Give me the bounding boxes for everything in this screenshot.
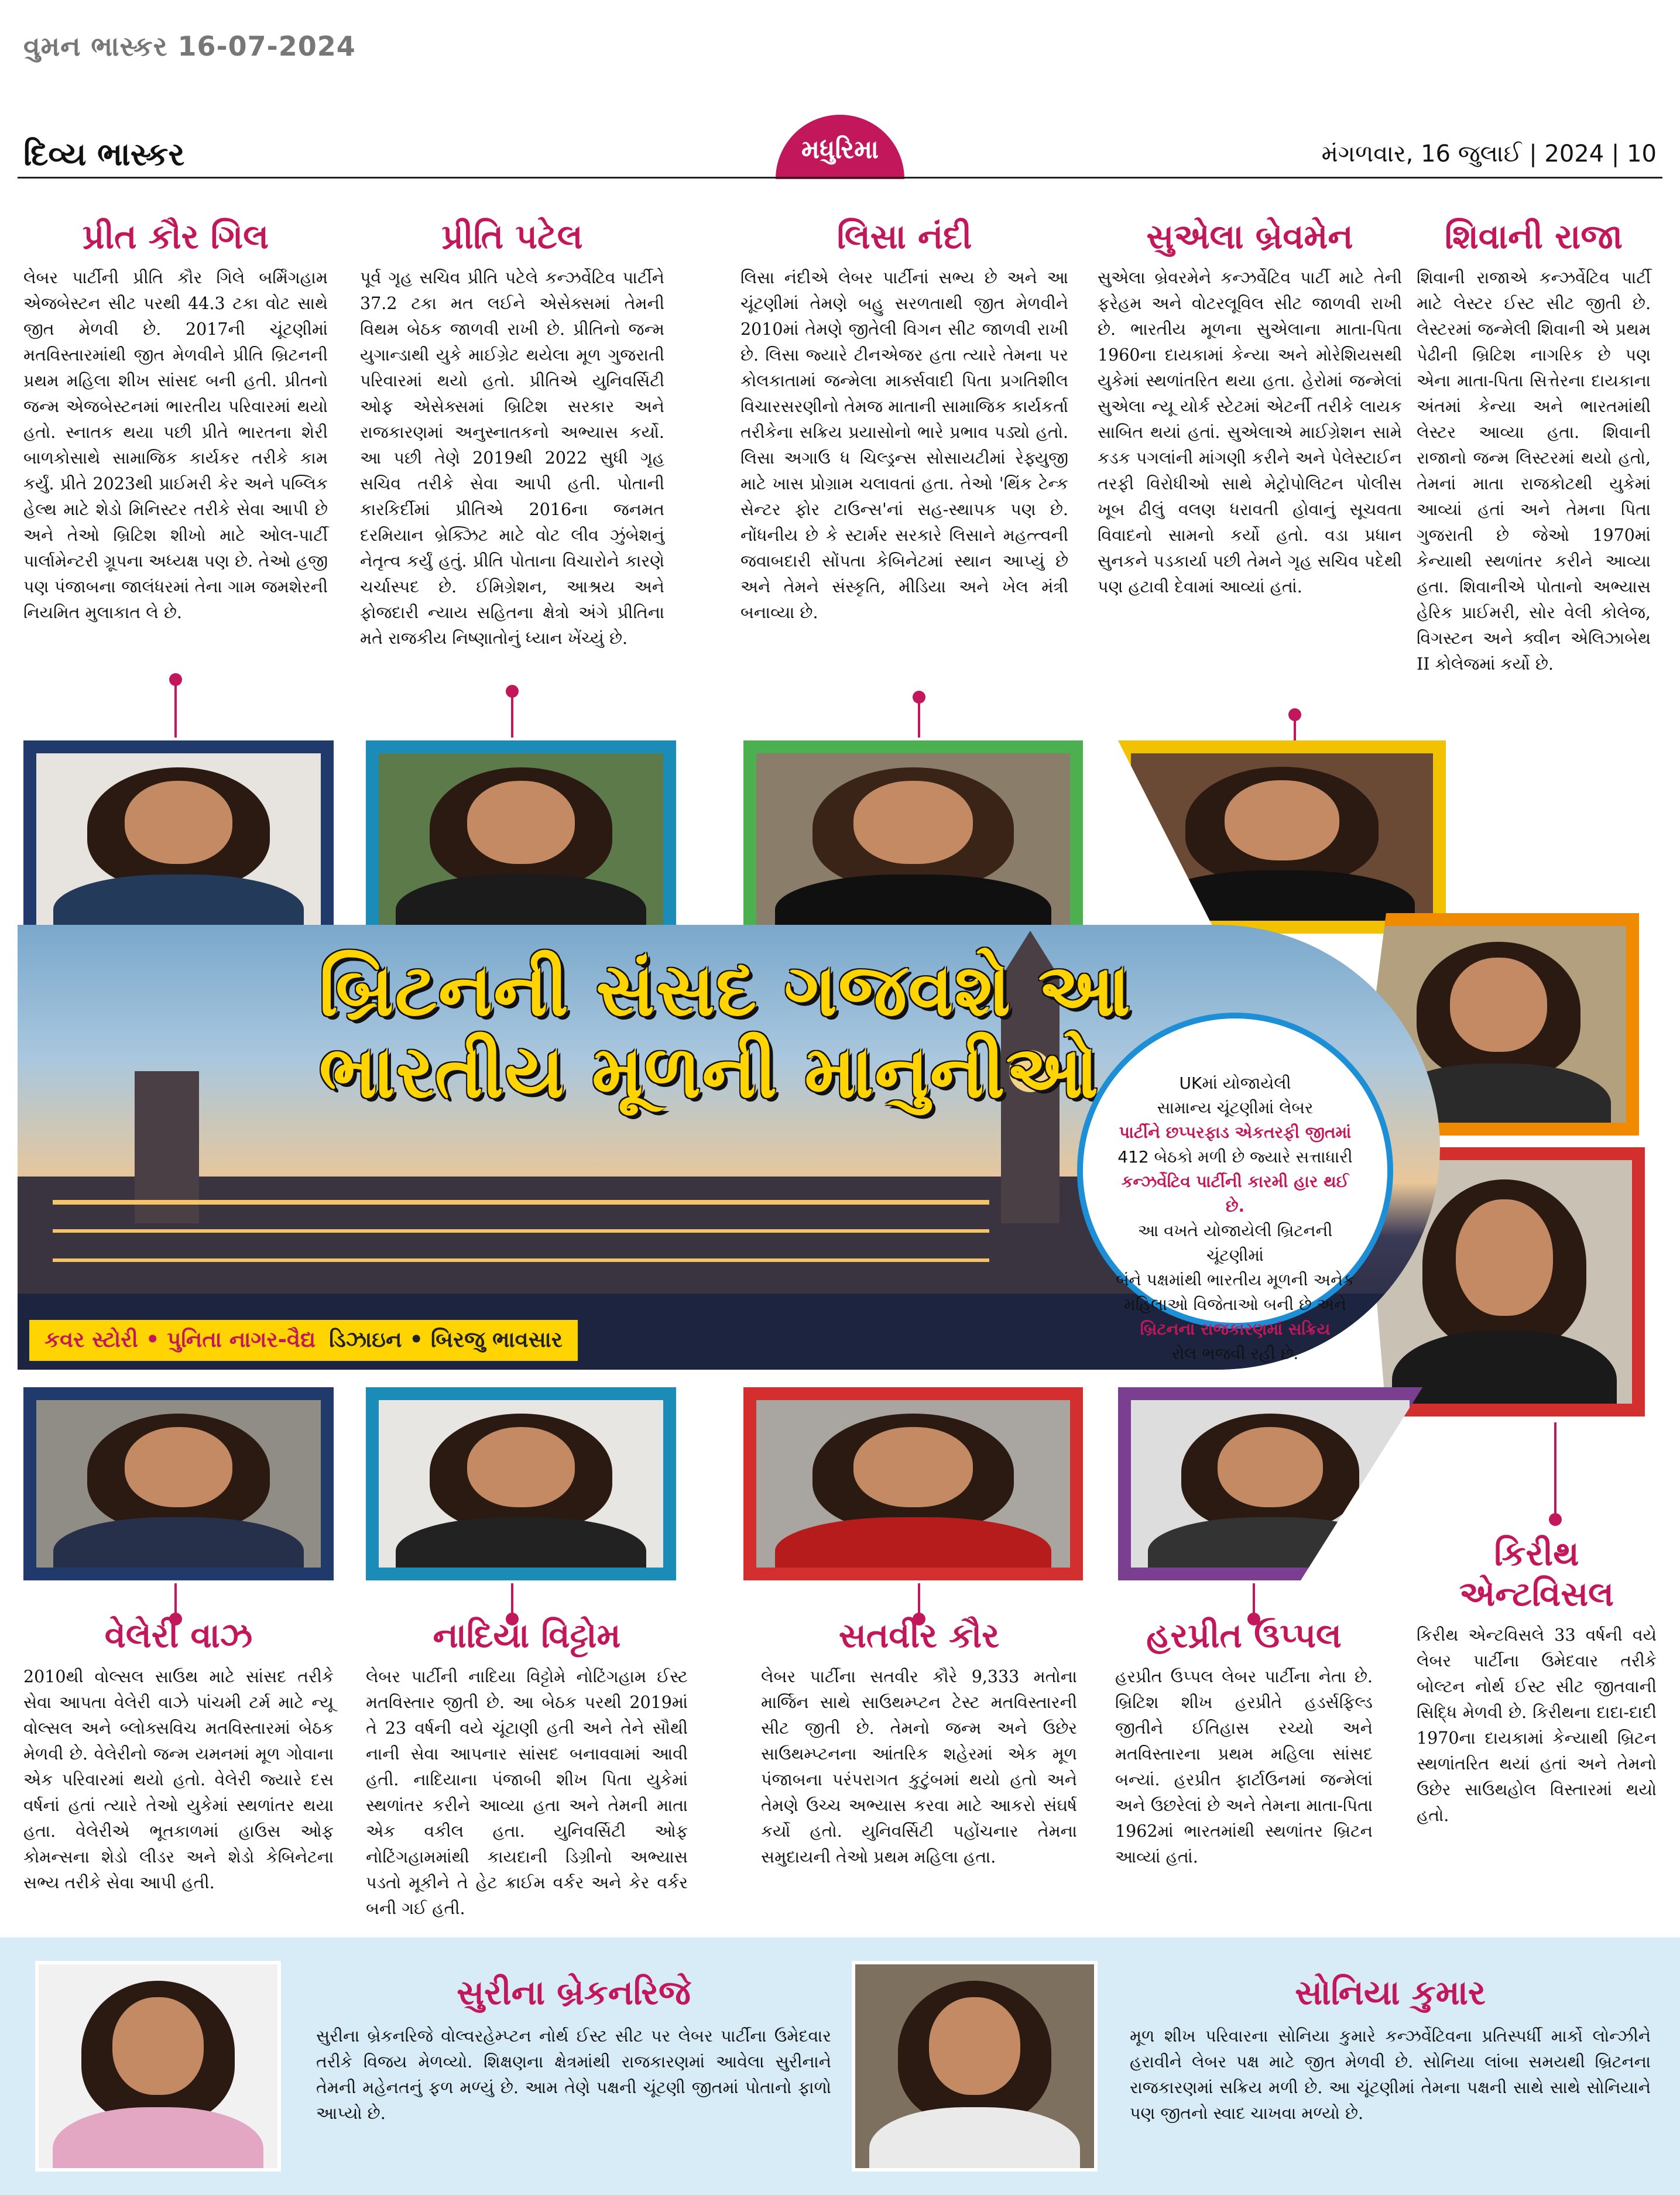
callout-line: 412 બેઠકો મળી છે જ્યારે સત્તાધારી (1117, 1147, 1353, 1167)
credit-author: કવર સ્ટોરી • પુનિતા નાગર-વૈદ્ય (44, 1327, 316, 1352)
banner-title-line1: બ્રિટનની સંસદ ગજવશે આ (319, 948, 1132, 1033)
photo-suella-braverman (1118, 740, 1446, 934)
profile-satvir-kaur (761, 1616, 1077, 1870)
profile-name-line2: એન્ટવિસલ (1459, 1574, 1614, 1614)
profile-text: કિરીથ એન્ટવિસલે 33 વર્ષની વયે લેબર પાર્ટીના ઉમેદવાર તરીકે બોલ્ટન નોર્થ ઈસ્ટ સીટ જીતવાની સિદ્ધિ મેળવી છે. કિરીથના દાદા-દાદી 1970ના દાયકામાં કેન્યાથી બ્રિટન સ્થળાંતરિત થયાં હતાં અને તેમનો ઉછેર સાઉથહોલ વિસ્તારમાં થયો હતો. (1417, 1625, 1657, 1825)
connector-dot (506, 685, 519, 698)
profile-priti-patel (360, 217, 664, 651)
edition-label: વુમન ભાસ્કર 16-07-2024 (23, 30, 356, 62)
callout-line: કન્ઝર્વેટિવ પાર્ટીની કારમી હાર થઈ છે. (1121, 1172, 1349, 1216)
profile-text: મૂળ શીખ પરિવારના સોનિયા કુમારે કન્ઝર્વેટિવના પ્રતિસ્પર્ધી માર્કો લોન્ઝીને હરાવીને લેબર પક્ષ માટે જીત મેળવી છે. સોનિયા લાંબા સમયથી બ્રિટનના રાજકારણમાં સક્રિય મળી છે. આ ચૂંટણીમાં તેમના પક્ષની સાથે સાથે સોનિયાને પણ જીતનો સ્વાદ ચાખવા મળ્યો છે. (1130, 2026, 1651, 2123)
profile-suella-braverman (1098, 217, 1402, 600)
profile-nadia-whittome (366, 1616, 688, 1922)
photo-valerie-vaz (23, 1387, 334, 1580)
profile-lisa-nandy (740, 217, 1068, 626)
connector-line (174, 679, 177, 738)
profile-sonia-kumar (1130, 1973, 1651, 2127)
newspaper-masthead: દિવ્ય ભાસ્કર (23, 136, 185, 173)
connector-dot (913, 691, 925, 704)
section-logo: મધુરિમા (776, 115, 904, 179)
profile-text: પૂર્વ ગૃહ સચિવ પ્રીતિ પટેલે કન્ઝર્વેટિવ પાર્ટીને 37.2 ટકા મત લઈને એસેક્સમાં તેમની વિથમ બેઠક જાળવી રાખી છે. પ્રીતિનો જન્મ યુગાન્ડાથી યુકે માઈગ્રેટ થયેલા મૂળ ગુજરાતી પરિવારમાં થયો હતો. પ્રીતિએ યુનિવર્સિટી ઓફ એસેક્સમાં બ્રિટિશ સરકાર અને રાજકારણમાં અનુસ્નાતકનો અભ્યાસ કર્યો. આ પછી તેણે 2019થી 2022 સુધી ગૃહ સચિવ તરીકે સેવા આપી હતી. પોતાની કારકિર્દીમાં પ્રીતિએ 2016ના જનમત દરમિયાન બ્રેક્ઝિટ માટે વોટ લીવ ઝુંબેશનું નેતૃત્વ કર્યું હતું. પ્રીતિ પોતાના વિચારોને કારણે ચર્ચાસ્પદ છે. ઈમિગ્રેશન, આશ્રય અને ફોજદારી ન્યાય સહિતના ક્ષેત્રો અંગે પ્રીતિના મતે રાજકીય નિષ્ણાતોનું ધ્યાન ખેંચ્યું છે. (360, 268, 664, 648)
profile-name: લિસા નંદી (836, 217, 972, 256)
header-rule (18, 177, 1662, 179)
callout-line: પાર્ટીને છપ્પરફાડ એકતરફી જીતમાં (1119, 1123, 1352, 1142)
profile-text: લિસા નંદીએ લેબર પાર્ટીનાં સભ્ય છે અને આ ચૂંટણીમાં તેમણે બહુ સરળતાથી જીત મેળવીને 2010માં તેમણે જીતેલી વિગન સીટ જાળવી રાખી છે. લિસા જ્યારે ટીનએજર હતા ત્યારે તેમના પર કોલકાતામાં જન્મેલા માર્ક્સવાદી પિતા પ્રગતિશીલ વિચારસરણીનો તેમજ માતાની સામાજિક કાર્યકર્તા તરીકેના સક્રિય પ્રયાસોનો ભારે પ્રભાવ પડ્યો હતો. લિસા અગાઉ ધ ચિલ્ડ્રન્સ સોસાયટીમાં રેફ્યુજી માટે ખાસ પ્રોગ્રામ ચલાવતાં હતા. તેઓ 'થિંક ટેન્ક સેન્ટર ફોર ટાઉન્સ'નાં સહ-સ્થાપક પણ છે. નોંધનીય છે કે સ્ટાર્મર સરકારે લિસાને મહત્ત્વની જવાબદારી સોંપતા કેબિનેટમાં સ્થાન આપ્યું છે અને તેમને સંસ્કૃતિ, મીડિયા અને ખેલ મંત્રી બનાવ્યા છે. (740, 268, 1068, 622)
photo-satvir-kaur (743, 1387, 1083, 1580)
profile-suriena-brackenridge (316, 1973, 831, 2127)
photo-suriena-brackenridge (35, 1961, 281, 2172)
profile-text: 2010થી વોલ્સલ સાઉથ માટે સાંસદ તરીકે સેવા આપતા વેલેરી વાઝે પાંચમી ટર્મ માટે ન્યૂ વોલ્સલ અને બ્લોક્સવિચ મતવિસ્તારમાં બેઠક મેળવી છે. વેલેરીનો જન્મ યમનમાં મૂળ ગોવાના એક પરિવારમાં થયો હતો. વેલેરી જ્યારે દસ વર્ષનાં હતાં ત્યારે તેઓ યુકેમાં સ્થળાંતર થયા હતા. વેલેરીએ ભૂતકાળમાં હાઉસ ઓફ કોમન્સના શેડો લીડર અને શેડો કેબિનેટના સભ્ય તરીકે સેવા આપી હતી. (23, 1667, 334, 1892)
callout-line: આ વખતે યોજાયેલી બ્રિટનની ચૂંટણીમાં (1137, 1221, 1333, 1265)
callout-line: મહિલાઓ વિજેતાઓ બની છે અને (1124, 1295, 1346, 1314)
photo-preet-kaur-gill (23, 740, 334, 939)
banner-title-line2: ભારતીય મૂળની માનુનીઓ (319, 1030, 1100, 1114)
credit-design: ડિઝાઇન • બિરજુ ભાવસાર (329, 1327, 563, 1352)
profile-name: નાદિયા વિટ્ટોમ (433, 1616, 621, 1655)
callout-line: રોલ ભજવી રહી છે. (1171, 1344, 1299, 1363)
callout-line: સામાન્ય ચૂંટણીમાં લેબર (1157, 1098, 1314, 1117)
election-callout (1077, 1013, 1393, 1363)
profile-shivani-raja (1417, 217, 1651, 677)
profile-text: લેબર પાર્ટીની પ્રીતિ કૌર ગિલે બર્મિંગહામ એજબેસ્ટન સીટ પરથી 44.3 ટકા વોટ સાથે જીત મેળવી છે. 2017ની ચૂંટણીમાં મતવિસ્તારમાંથી જીત મેળવીને પ્રીતિ બ્રિટનની પ્રથમ મહિલા શીખ સાંસદ બની હતી. પ્રીતનો જન્મ એજબેસ્ટનમાં ભારતીય પરિવારમાં થયો હતો. સ્નાતક થયા પછી પ્રીતે ભારતના શેરી બાળકોસાથે સામાજિક કાર્યકર તરીકે કામ કર્યું. પ્રીતે 2023થી પ્રાઈમરી કેર અને પબ્લિક હેલ્થ માટે શેડો મિનિસ્ટર તરીકે સેવા આપી છે અને તેઓ બ્રિટિશ શીખો માટે ઓલ-પાર્ટી પાર્લામેન્ટરી ગ્રૂપના અધ્યક્ષ પણ છે. તેઓ હજી પણ પંજાબના જાલંધરમાં તેના ગામ જમશેરની નિયમિત મુલાકાત લે છે. (23, 268, 328, 622)
profile-name: શિવાની રાજા (1444, 217, 1623, 256)
photo-sonia-kumar (852, 1961, 1098, 2172)
connector-line (511, 691, 513, 738)
profile-name: સુએલા બ્રેવમેન (1146, 217, 1353, 256)
profile-name: હરપ્રીત ઉપ્પલ (1146, 1616, 1342, 1655)
profile-name: સતવીર કૌર (838, 1616, 1000, 1655)
connector-dot (1549, 1513, 1562, 1526)
profile-preet-kaur-gill (23, 217, 328, 626)
profile-text: લેબર પાર્ટીના સતવીર કૌરે 9,333 મતોના માર્જિન સાથે સાઉથમ્પ્ટન ટેસ્ટ મતવિસ્તારની સીટ જીતી છે. તેમનો જન્મ અને ઉછેર સાઉથમ્પ્ટનના આંતરિક શહેરમાં એક મૂળ પંજાબના પરંપરાગત કુટુંબમાં થયો હતો અને તેમણે ઉચ્ચ અભ્યાસ કરવા માટે આકરો સંઘર્ષ કર્યો હતો. યુનિવર્સિટી પહોંચનાર તેમના સમુદાયની તેઓ પ્રથમ મહિલા હતા. (761, 1667, 1077, 1867)
profile-text: હરપ્રીત ઉપ્પલ લેબર પાર્ટીના નેતા છે. બ્રિટિશ શીખ હરપ્રીતે હડર્સફિલ્ડ જીતીને ઈતિહાસ રચ્યો અને મતવિસ્તારના પ્રથમ મહિલા સાંસદ બન્યાં. હરપ્રીત ફાર્ટાઉનમાં જન્મેલાં અને ઉછરેલાં છે અને તેમના માતા-પિતા 1962માં ભારતમાંથી સ્થળાંતર બ્રિટન આવ્યાં હતાં. (1115, 1667, 1373, 1867)
profile-name: પ્રીત કૌર ગિલ (82, 217, 269, 256)
photo-lisa-nandy (743, 740, 1083, 939)
connector-line (1554, 1422, 1556, 1516)
profile-harpreet-uppal (1115, 1616, 1373, 1870)
connector-dot (169, 673, 182, 686)
profile-name: વેલેરી વાઝ (104, 1616, 253, 1655)
connector-dot (1288, 708, 1301, 721)
callout-line: UKમાં યોજાયેલી (1179, 1074, 1291, 1093)
profile-text: લેબર પાર્ટીની નાદિયા વિટ્ટોમે નોટિંગહામ ઈસ્ટ મતવિસ્તાર જીતી છે. આ બેઠક પરથી 2019માં તે 23 વર્ષની વયે ચૂંટાણી હતી અને તેને સૌથી નાની સેવા આપનાર સાંસદ બનાવવામાં આવી હતી. નાદિયાના પંજાબી શીખ પિતા યુકેમાં સ્થળાંતર કરીને આવ્યા હતા અને તેમની માતા એક વકીલ હતા. યુનિવર્સિટી ઓફ નોટિંગહામમાંથી કાયદાની ડિગ્રીનો અભ્યાસ પડતો મૂકીને તે હેટ ક્રાઈમ વર્કર અને કેર વર્કર બની ગઈ હતી. (366, 1667, 688, 1918)
profile-text: સુરીના બ્રેકનરિજે વોલ્વરહેમ્પ્ટન નોર્થ ઈસ્ટ સીટ પર લેબર પાર્ટીના ઉમેદવાર તરીકે વિજય મેળવ્યો. શિક્ષણના ક્ષેત્રમાંથી રાજકારણમાં આવેલા સુરીનાને તેમની મહેનતનું ફળ મળ્યું છે. આમ તેણે પક્ષની ચૂંટણી જીતમાં પોતાનો ફાળો આપ્યો છે. (316, 2026, 831, 2123)
issue-date-page: મંગળવાર, 16 જુલાઈ | 2024 | 10 (1321, 140, 1657, 167)
profile-valerie-vaz (23, 1616, 334, 1896)
callout-line: બંને પક્ષમાંથી ભારતીય મૂળની અનેક (1116, 1270, 1355, 1289)
profile-name-line1: કિરીથ (1494, 1534, 1579, 1573)
profile-name: પ્રીતિ પટેલ (441, 217, 583, 256)
photo-harpreet-uppal (1118, 1387, 1422, 1580)
cover-story-credit (29, 1320, 578, 1361)
profile-text: શિવાની રાજાએ કન્ઝર્વેટિવ પાર્ટી માટે લેસ્ટર ઈસ્ટ સીટ જીતી છે. લેસ્ટરમાં જન્મેલી શિવાની એ પ્રથમ પેઢીની બ્રિટિશ નાગરિક છે પણ એના માતા-પિતા સિત્તેરના દાયકાના અંતમાં કેન્યા અને ભારતમાંથી લેસ્ટર આવ્યા હતા. શિવાની રાજાનો જન્મ લિસ્ટરમાં થયો હતો, તેમનાં માતા રાજકોટથી યુકેમાં આવ્યાં હતાં અને તેમના પિતા ગુજરાતી છે જેઓ 1970માં કેન્યાથી સ્થળાંતર કરીને આવ્યા હતા. શિવાનીએ પોતાનો અભ્યાસ હેરિક પ્રાઈમરી, સોર વેલી કોલેજ, વિગસ્ટન અને ક્વીન એલિઝાબેથ II કોલેજમાં કર્યો છે. (1417, 268, 1651, 674)
profile-kirith-entwistle (1417, 1534, 1657, 1829)
photo-nadia-whittome (366, 1387, 676, 1580)
callout-line: બ્રિટનના રાજકારણમાં સક્રિય (1140, 1319, 1331, 1339)
profile-name: સુરીના બ્રેકનરિજે (457, 1973, 691, 2012)
profile-text: સુએલા બ્રેવરમેને કન્ઝર્વેટિવ પાર્ટી માટે તેની ફરેહમ અને વોટરલૂવિલ સીટ જાળવી રાખી છે. ભારતીય મૂળના સુએલાના માતા-પિતા 1960ના દાયકામાં કેન્યા અને મોરેશિયસથી યુકેમાં સ્થળાંતરિત થયા હતા. હેરોમાં જન્મેલાં સુએલા ન્યૂ યોર્ક સ્ટેટમાં એટર્ની તરીકે લાયક સાબિત થયાં હતાં. સુએલાએ માઈગ્રેશન સામે કડક પગલાંની માંગણી કરીને અને પેલેસ્ટાઈન તરફી વિરોધીઓ સાથે મેટ્રોપોલિટન પોલીસ ખૂબ ઢીલું વલણ ધરાવતી હોવાનું સૂચવતા વિવાદનો સામનો કર્યો હતો. વડા પ્રધાન સુનકને પડકાર્યા પછી તેમને ગૃહ સચિવ પદેથી પણ હટાવી દેવામાં આવ્યાં હતાં. (1098, 268, 1402, 596)
photo-priti-patel (366, 740, 676, 939)
profile-name: સોનિયા કુમાર (1295, 1973, 1486, 2012)
